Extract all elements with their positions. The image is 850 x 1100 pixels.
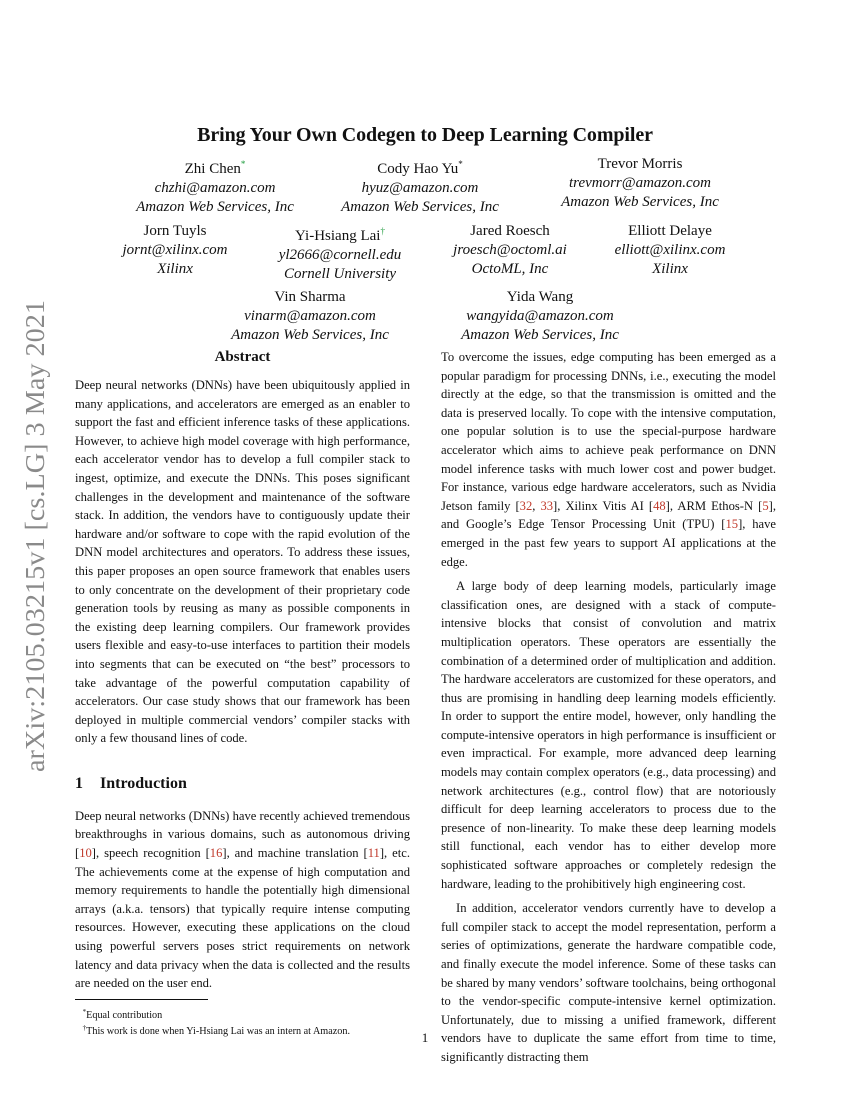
- author-affiliation: Amazon Web Services, Inc: [461, 327, 619, 343]
- author-block: [440, 288, 640, 345]
- body-paragraph: In addition, accelerator vendors currently have to develop a full compiler stack to accept the model representation, perform a series of optimizations, generate the hardware compatible code, and finally execute the model inference. Some of these tasks can be shared by many vendors’ software toolchains, being orthogonal to the vendor-specific compute-intensive kernel optimization. Unfortunately, due to missing a unified framework, different vendors have to duplicate the same effort from time to time, significantly distracting them: [441, 901, 776, 1064]
- body-paragraph: To overcome the issues, edge computing has been emerged as a popular paradigm for processing DNNs, i.e., executing the model directly at the edge, so that the transmission is omitted and the data is preserved locally. To cope with the intensive computation, one popular solution is to use the special-purpose hardware accelerator which aims to achieve peak performance on DNN model inference tasks with much lower cost and power budget. For instance, various edge hardware accelerators, such as Nvidia Jetson family [32, 33], Xilinx Vitis AI [48], ARM Ethos-N [5], and Google’s Edge Tensor Processing Unit (TPU) [15], have emerged in the past few years to support AI applications at the edge.: [441, 350, 776, 569]
- citation-link[interactable]: 32: [519, 498, 533, 513]
- author-affiliation: Amazon Web Services, Inc: [561, 194, 719, 210]
- footnote: *Equal contribution: [82, 1007, 163, 1021]
- intro-paragraph: Deep neural networks (DNNs) have recently achieved tremendous breakthroughs in various domains, such as autonomous driving [10], speech recognition [16], and machine translation [11], etc. The achievements come at the expense of high computation and memory requirements to handle the potentially high dimensional arrays (a.k.a. tensors) that typically require intense computing resources. However, executing these applications on the cloud using powerful servers poses strict requirements on network latency and data privacy when the data is collected and the results are needed on the user end.: [75, 808, 410, 991]
- author-affiliation: Xilinx: [157, 261, 193, 277]
- author-block: [115, 155, 315, 217]
- footnote: †This work is done when Yi-Hsiang Lai was an intern at Amazon.: [82, 1024, 351, 1038]
- author-block: [540, 155, 740, 212]
- author-block: [210, 288, 410, 345]
- author-block: [435, 222, 585, 279]
- citation-link[interactable]: 48: [653, 498, 666, 513]
- page-number: 1: [421, 1030, 429, 1045]
- left-column: [75, 348, 410, 1039]
- author-email: vinarm@amazon.com: [244, 308, 376, 324]
- author-email: hyuz@amazon.com: [361, 180, 479, 196]
- author-affiliation: Amazon Web Services, Inc: [136, 199, 294, 215]
- author-email: trevmorr@amazon.com: [569, 175, 711, 191]
- section-title: Introduction: [100, 774, 187, 792]
- author-block: [100, 222, 250, 279]
- citation-link[interactable]: 10: [79, 846, 92, 861]
- author-name: Jared Roesch: [470, 223, 550, 239]
- arxiv-stamp-text: arXiv:2105.03215v1 [cs.LG] 3 May 2021: [20, 320, 50, 772]
- author-email: jroesch@octoml.ai: [453, 242, 567, 258]
- author-name: Cody Hao Yu*: [377, 159, 463, 177]
- section-heading: [75, 774, 410, 794]
- author-affiliation: OctoML, Inc: [471, 261, 549, 277]
- author-block: [265, 222, 415, 284]
- citation-link[interactable]: 33: [540, 498, 554, 513]
- citation-link[interactable]: 11: [367, 846, 380, 861]
- section-number: 1: [75, 774, 83, 792]
- author-affiliation: Cornell University: [283, 266, 397, 282]
- author-name: Vin Sharma: [274, 289, 346, 305]
- citation-link[interactable]: 16: [209, 846, 223, 861]
- author-block: [320, 155, 520, 217]
- author-name: Yi-Hsiang Lai†: [295, 226, 385, 244]
- author-email: wangyida@amazon.com: [466, 308, 614, 324]
- body-paragraph: A large body of deep learning models, particularly image classification ones, are designed with a stack of compute-intensive blocks that consist of convolution and matrix multiplication operators. These operators are essentially the combination of a determined order of multiplication and addition. The hardware accelerators are customized for these operators, and thus are promising in handling deep learning models efficiently. In order to support the entire model, however, only handling the compute-intensive operators in high performance is insufficient or even impractical. For example, more advanced deep learning models may contain complex operators (e.g., data processing) and network architectures (e.g., control flow) that are notoriously difficult for deep learning accelerators to process due to the presence of non-linearity. To make these deep learning models still functional, each vendor has to either develop more sophisticated software approaches or completely redesign the hardware, leading to the prohibitively high engineering cost.: [441, 579, 776, 891]
- author-block: [595, 222, 745, 279]
- footnote-rule: [75, 999, 208, 1000]
- author-affiliation: Xilinx: [652, 261, 688, 277]
- author-name: Jorn Tuyls: [143, 223, 207, 239]
- author-affiliation: Amazon Web Services, Inc: [341, 199, 499, 215]
- citation-link[interactable]: 5: [762, 498, 769, 513]
- arxiv-stamp: [14, 296, 52, 776]
- author-email: jornt@xilinx.com: [122, 242, 228, 258]
- author-name: Elliott Delaye: [628, 223, 712, 239]
- paper-title: Bring Your Own Codegen to Deep Learning Compiler: [197, 124, 653, 146]
- author-email: chzhi@amazon.com: [154, 180, 276, 196]
- author-email: yl2666@cornell.edu: [278, 247, 402, 263]
- author-name: Yida Wang: [506, 289, 574, 305]
- author-affiliation: Amazon Web Services, Inc: [231, 327, 389, 343]
- author-name: Zhi Chen*: [184, 159, 246, 177]
- right-column: [441, 348, 776, 1067]
- author-name: Trevor Morris: [597, 156, 683, 172]
- abstract-heading: Abstract: [214, 349, 271, 365]
- author-email: elliott@xilinx.com: [614, 242, 726, 258]
- abstract-text: Deep neural networks (DNNs) have been ubiquitously applied in many applications, and accelerators are emerged as an enabler to support the fast and efficient inference tasks of these applications. However, to achieve high model coverage with high performance, each accelerator vendor has to develop a full compiler stack to ingest, optimize, and execute the DNNs. This poses significant challenges in the development and maintenance of the software stack. In addition, the vendors have to contiguously update their hardware and/or software to cope with the rapid evolution of the DNN model architectures and operators. To address these issues, this paper proposes an open source framework that enables users to only concentrate on the development of their proprietary code generation tools by reusing as many as possible components in the existing deep learning compilers. Our framework provides users flexible and easy-to-use interfaces to partition their models into segments that can be executed on “the best” processors to take advantage of the powerful computation capability of accelerators. Our case study shows that our framework has been deployed in multiple commercial vendors’ compiler stacks with only a few thousand lines of code.: [75, 378, 410, 746]
- citation-link[interactable]: 15: [725, 517, 739, 532]
